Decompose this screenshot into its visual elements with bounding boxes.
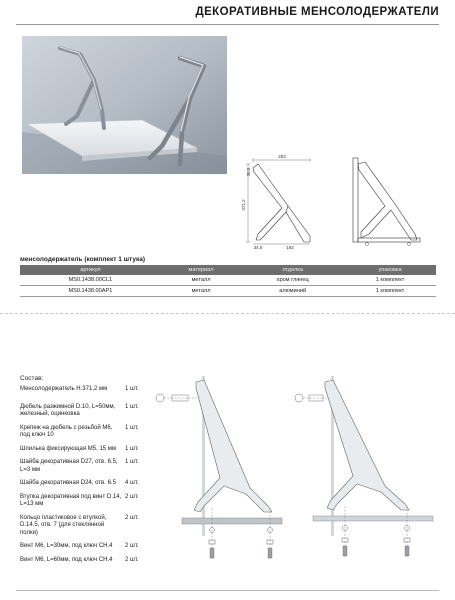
item-qty: 1 шт. — [125, 459, 139, 465]
item-name: Кольцо пластиковое с втулкой, D.14.5, отв. 7 (для стеклянной полки) — [20, 514, 107, 536]
list-item — [20, 386, 150, 394]
table-cell: алюминий — [241, 286, 344, 297]
item-name: Шайба декоративная D24, отв. 6.5 — [20, 480, 116, 486]
item-name: Крепеж на дюбель с резьбой M6, под ключ 10 — [20, 424, 113, 438]
product-title: менсолодержатель (комплект 1 штука) — [20, 256, 146, 263]
list-item — [20, 557, 150, 565]
assembly-diagram-glass-shelf — [285, 368, 445, 568]
table-header-row — [20, 265, 436, 275]
dim-height-label: 371,2 — [241, 199, 246, 211]
item-qty: 2 шт. — [125, 556, 139, 563]
item-qty: 1 шт. — [125, 445, 139, 452]
list-item — [20, 543, 150, 551]
header-divider — [16, 24, 439, 25]
item-qty: 1 шт. — [125, 403, 139, 410]
item-qty: 1 шт. — [125, 386, 139, 392]
dim-bottom-right-label: 192 — [286, 245, 294, 250]
item-name: Менсолодержатель H.371,2 мм — [20, 386, 108, 392]
assembly-diagram-wood-shelf — [150, 368, 295, 568]
item-name: Шпилька фиксирующая M5, 15 мм — [20, 445, 117, 452]
item-name: Шайба декоративная D27, отв. 6.5, L=3 мм — [20, 459, 118, 473]
list-item — [20, 459, 150, 474]
table-cell: хром глянец — [241, 275, 344, 286]
table-cell: металл — [161, 275, 241, 286]
column-header: отделка — [241, 265, 344, 275]
footer-divider — [16, 590, 439, 591]
list-item — [20, 515, 150, 538]
list-item — [20, 480, 150, 488]
table-cell: 1 комплект — [344, 286, 436, 297]
item-name: Втулка декоративная под винт D.14, L=13 мм — [20, 493, 122, 507]
product-photo — [22, 36, 227, 174]
table-row — [20, 286, 436, 297]
list-item — [20, 494, 150, 509]
list-item — [20, 446, 150, 454]
item-qty: 2 шт. — [125, 514, 139, 521]
item-name: Винт M6, L=60мм, под ключ CH.4 — [20, 556, 113, 563]
table-cell: MS0.1438.00CL1 — [20, 275, 161, 286]
page-title: ДЕКОРАТИВНЫЕ МЕНСОЛОДЕРЖАТЕЛИ — [195, 6, 439, 18]
composition-list — [20, 386, 150, 564]
list-item — [20, 425, 150, 440]
product-table — [20, 265, 436, 297]
section-divider — [0, 313, 455, 314]
dim-bottom-left-label: 34,5 — [253, 245, 263, 250]
column-header: артикул — [20, 265, 161, 275]
item-name: Дюбель разжимной D.10, L=50мм, железный, оцинковка — [20, 403, 116, 417]
column-header: упаковка — [344, 265, 436, 275]
item-name: Винт M6, L=30мм, под ключ CH.4 — [20, 543, 113, 549]
item-qty: 4 шт. — [125, 480, 139, 486]
side-view-drawing — [345, 150, 435, 250]
dim-width-label: 253 — [278, 154, 286, 159]
composition-title: Состав: — [20, 375, 44, 382]
front-view-drawing — [238, 150, 328, 250]
table-row — [20, 275, 436, 286]
list-item — [20, 404, 150, 419]
item-qty: 1 шт. — [125, 424, 139, 431]
column-header: материал — [161, 265, 241, 275]
item-qty: 2 шт. — [125, 543, 139, 549]
table-cell: MS0.1438.00AP1 — [20, 286, 161, 297]
table-cell: 1 комплект — [344, 275, 436, 286]
dim-top-label: 36,5 — [246, 167, 251, 177]
item-qty: 2 шт. — [125, 493, 139, 500]
table-cell: металл — [161, 286, 241, 297]
